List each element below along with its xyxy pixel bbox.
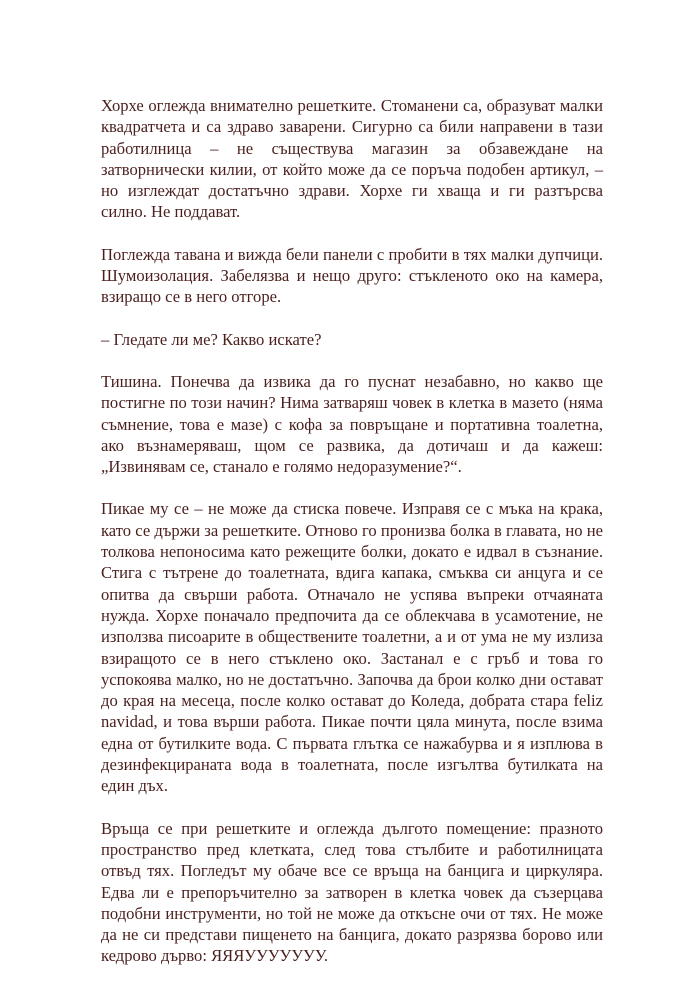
paragraph-5: Пикае му се – не може да стиска повече. Изправя се с мъка на крака, като се държи за решетките. Отново го пронизва болка в главата, но не толкова непоносима като режещите болки, докато е идвал в съзнание. Стига с тътрене до тоалетната, вдига капака, смъква си анцуга и се опитва да свърши работа. Отначало не успява въпреки отчаяната нужда. Хорхе поначало предпочита да се облекчава в усамотение, не използва писоарите в обществените тоалетни, а и от ума не му излиза взиращото се в него стъклено око. Застанал е с гръб и това го успокоява малко, но не достатъчно. Започва да брои колко дни остават до края на месеца, после колко остават до Коледа, добрата стара feliz navidad, и това върши работа. Пикае почти цяла минута, после взима една от бутилките вода. С първата глътка се нажабурва и я изплюва в дезинфекцираната вода в тоалетната, после изгълтва бутилката на един дъх. [101, 499, 603, 796]
paragraph-2: Поглежда тавана и вижда бели панели с пробити в тях малки дупчици. Шумоизолация. Забелязва и нещо друго: стъкленото око на камера, взиращо се в него отгоре. [101, 244, 603, 307]
body-text [101, 95, 603, 988]
paragraph-1: Хорхе оглежда внимателно решетките. Стоманени са, образуват малки квадратчета и са здраво заварени. Сигурно са били направени в тази работилница – не съществува магазин за обзавеждане на затворнически килии, от който може да се поръча подобен артикул, – но изглеждат достатъчно здрави. Хорхе ги хваща и ги разтърсва силно. Не поддават. [101, 96, 603, 222]
paragraph-3: – Гледате ли ме? Какво искате? [101, 329, 322, 349]
paragraph-4: Тишина. Понечва да извика да го пуснат незабавно, но какво ще постигне по този начин? Нима затваряш човек в клетка в мазето (няма съмнение, това е мазе) с кофа за повръщане и портативна тоалетна, ако възнамеряваш, щом се развика, да дотичаш и да кажеш: „Извинявам се, станало е голямо недоразумение?“. [101, 371, 603, 477]
paragraph-6: Връща се при решетките и оглежда дългото помещение: празното пространство пред клетката, след това стълбите и работилницата отвъд тях. Погледът му обаче все се връща на банцига и циркуляра. Едва ли е препоръчително за затворен в клетка човек да съзерцава подобни инструменти, но той не може да откъсне очи от тях. Не може да не си представи пищенето на банцига, докато разрязва борово или кедрово дърво: ЯЯЯУУУУУУУ. [101, 818, 603, 966]
